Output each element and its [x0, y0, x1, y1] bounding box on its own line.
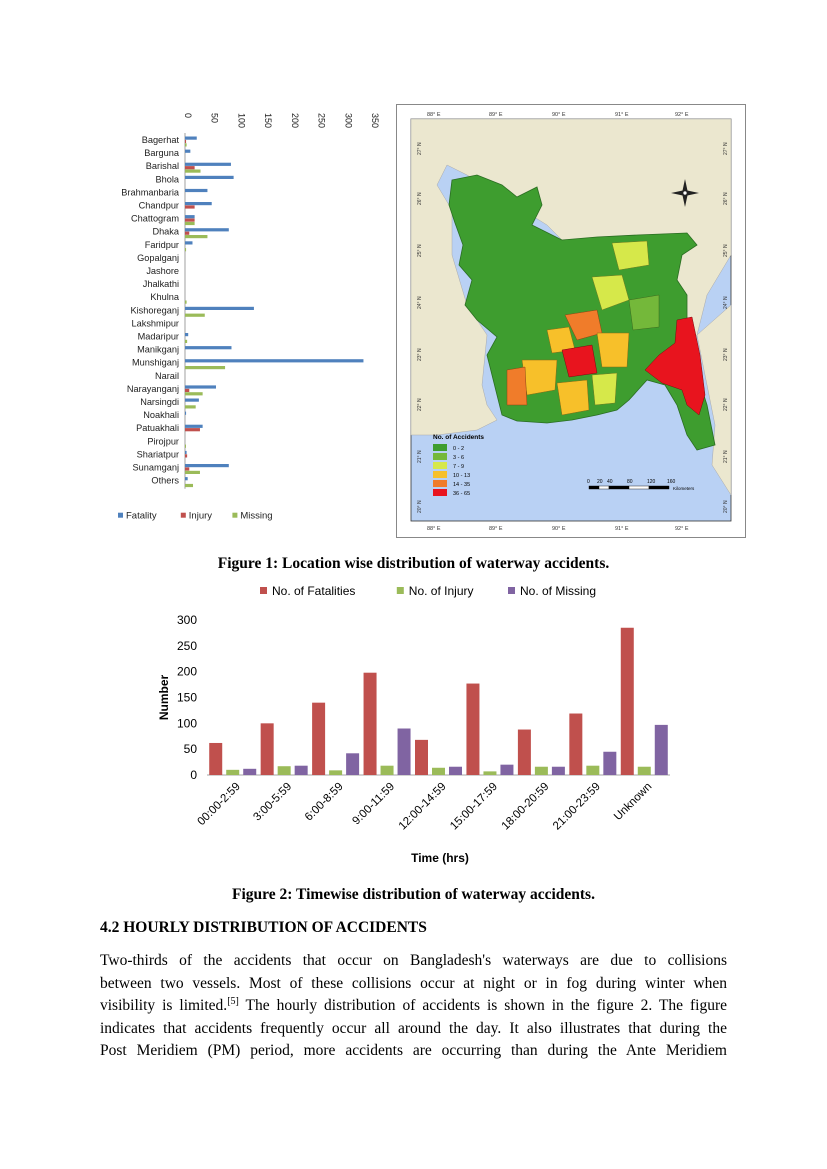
x-tick-label: 100: [236, 113, 247, 129]
y-tick-label: 50: [183, 742, 197, 757]
bar-missing: [185, 235, 207, 238]
category-label: Barishal: [145, 161, 179, 172]
bar-no-of-fatalities: [209, 743, 222, 775]
longitude-label: 91° E: [615, 112, 629, 118]
map-legend-swatch: [433, 480, 447, 487]
paragraph-line: Post Meridiem (PM) period, more accidents are occurring than during the Ante Meridiem: [100, 1042, 727, 1060]
y-tick-label: 0: [190, 768, 197, 782]
x-tick-label: 50: [209, 113, 220, 124]
bar-missing: [185, 314, 205, 317]
district-amber-d: [557, 380, 589, 415]
category-label: Munshiganj: [132, 357, 179, 368]
paragraph-line: indicates that accidents frequently occur all around the day. It also illustrates that during the: [100, 1019, 727, 1037]
legend-swatch: [232, 513, 237, 518]
longitude-label: 88° E: [427, 112, 441, 118]
district-yellow-south: [592, 373, 617, 405]
bar-fatality: [185, 137, 197, 140]
bar-fatality: [185, 150, 190, 153]
location-bar-chart: [100, 95, 390, 545]
x-tick-label: 12:00-14:59: [396, 780, 449, 833]
bar-fatality: [185, 346, 231, 349]
bar-missing: [185, 366, 225, 369]
legend-swatch: [118, 513, 123, 518]
bar-no-of-injury: [638, 767, 651, 775]
category-label: Narsingdi: [140, 397, 179, 407]
latitude-label: 25° N: [723, 244, 729, 257]
legend-swatch: [181, 513, 186, 518]
latitude-label: 24° N: [723, 296, 729, 309]
figure-2-caption: Figure 2: Timewise distribution of waterway accidents.: [232, 886, 595, 903]
category-label: Noakhali: [143, 410, 179, 421]
paragraph-line: [100, 995, 727, 1018]
x-tick-label: 6:00-8:59: [302, 780, 346, 824]
paragraph-text: visibility is limited.: [100, 997, 228, 1015]
bar-fatality: [185, 307, 254, 310]
bar-fatality: [185, 464, 229, 467]
longitude-label: 91° E: [615, 526, 629, 532]
bar-fatality: [185, 241, 192, 244]
bar-no-of-injury: [483, 771, 496, 775]
bar-no-of-fatalities: [518, 730, 531, 775]
bar-no-of-injury: [535, 767, 548, 775]
latitude-label: 23° N: [723, 348, 729, 361]
map-legend-label: 10 - 13: [453, 473, 471, 479]
legend-label: Missing: [240, 510, 273, 522]
section-heading: 4.2 HOURLY DISTRIBUTION OF ACCIDENTS: [100, 919, 427, 936]
y-tick-label: 100: [176, 716, 197, 731]
figure-1-caption: Figure 1: Location wise distribution of waterway accidents.: [217, 555, 610, 572]
category-label: Shariatpur: [136, 449, 179, 460]
bar-fatality: [185, 202, 212, 205]
scale-segment: [649, 486, 669, 489]
bar-no-of-fatalities: [364, 673, 377, 775]
bar-no-of-missing: [346, 753, 359, 775]
latitude-label: 20° N: [723, 500, 729, 513]
bar-injury: [185, 140, 186, 143]
longitude-label: 89° E: [489, 526, 503, 532]
bar-no-of-fatalities: [415, 740, 428, 775]
scale-unit-label: Kilometers: [673, 486, 695, 491]
bar-injury: [185, 428, 200, 431]
bar-fatality: [185, 359, 363, 362]
longitude-label: 92° E: [675, 526, 689, 532]
bar-injury: [185, 205, 195, 208]
latitude-label: 26° N: [417, 192, 423, 205]
bar-no-of-missing: [552, 767, 565, 775]
longitude-label: 90° E: [552, 112, 566, 118]
bar-no-of-fatalities: [261, 723, 274, 775]
map-legend-swatch: [433, 471, 447, 478]
longitude-label: 92° E: [675, 112, 689, 118]
category-label: Gopalganj: [137, 252, 179, 263]
bar-missing: [185, 392, 203, 395]
bar-fatality: [185, 385, 216, 388]
paragraph-line: between two vessels. Most of these collisions occur at night or in fog during winter when: [100, 974, 727, 992]
legend-swatch: [260, 587, 267, 594]
category-label: Narail: [155, 370, 179, 381]
district-amber-c: [522, 360, 557, 395]
scale-segment: [599, 486, 609, 489]
bar-no-of-missing: [655, 725, 668, 775]
bar-fatality: [185, 477, 188, 480]
scale-segment: [629, 486, 649, 489]
y-tick-label: 150: [176, 690, 197, 705]
bar-no-of-fatalities: [621, 628, 634, 775]
map-legend-swatch: [433, 489, 447, 496]
category-label: Bagerhat: [141, 135, 179, 145]
bar-injury: [185, 467, 189, 470]
scale-tick-label: 120: [647, 479, 656, 485]
bar-no-of-fatalities: [466, 684, 479, 775]
map-legend-label: 14 - 35: [453, 482, 471, 488]
map-legend-swatch: [433, 462, 447, 469]
bar-missing: [185, 340, 187, 343]
y-axis-label: Number: [157, 674, 171, 721]
category-label: Barguna: [144, 148, 179, 159]
x-axis-label: Time (hrs): [411, 851, 469, 865]
bar-injury: [185, 389, 189, 392]
longitude-label: 88° E: [427, 526, 441, 532]
bar-missing: [185, 222, 195, 225]
paragraph-text: The hourly distribution of accidents is shown in the figure 2. The figure: [238, 997, 728, 1015]
bar-no-of-missing: [295, 766, 308, 775]
legend-label: No. of Injury: [408, 584, 474, 598]
bar-fatality: [185, 333, 188, 336]
category-label: Pirojpur: [147, 436, 179, 447]
district-light-green: [629, 295, 659, 330]
x-tick-label: 21:00-23:59: [551, 780, 603, 833]
latitude-label: 26° N: [723, 192, 729, 205]
legend-swatch: [508, 587, 515, 594]
category-label: Kishoreganj: [130, 305, 179, 316]
bar-fatality: [185, 425, 203, 428]
latitude-label: 20° N: [417, 500, 423, 513]
latitude-label: 27° N: [723, 142, 729, 155]
scale-tick-label: 40: [607, 479, 613, 485]
legend-label: No. of Missing: [520, 584, 597, 598]
latitude-label: 25° N: [417, 244, 423, 257]
latitude-label: 22° N: [723, 398, 729, 411]
category-label: Bhola: [155, 174, 179, 185]
bar-no-of-missing: [398, 729, 411, 776]
bar-fatality: [185, 399, 199, 402]
body-paragraph: [100, 950, 727, 1063]
latitude-label: 27° N: [417, 142, 423, 155]
bar-no-of-fatalities: [312, 703, 325, 775]
legend-swatch: [397, 587, 404, 594]
bar-missing: [185, 405, 196, 408]
bar-fatality: [185, 412, 186, 415]
map-legend-label: 7 - 9: [453, 464, 465, 470]
category-label: Patuakhali: [136, 423, 179, 434]
scale-tick-label: 160: [667, 479, 676, 485]
category-label: Madaripur: [137, 331, 179, 342]
district-amber-b: [597, 333, 629, 367]
category-label: Chandpur: [138, 200, 179, 211]
citation-reference[interactable]: [5]: [227, 996, 239, 1008]
map-legend-swatch: [433, 444, 447, 451]
bar-injury: [185, 232, 189, 235]
paragraph-line: Two-thirds of the accidents that occur on Bangladesh's waterways are due to collisions: [100, 952, 727, 969]
bar-no-of-injury: [278, 766, 291, 775]
bar-fatality: [185, 163, 231, 166]
x-tick-label: 200: [289, 113, 300, 129]
x-tick-label: Unknown: [612, 780, 655, 824]
x-tick-label: 150: [263, 113, 274, 129]
x-tick-label: 250: [316, 113, 327, 129]
bar-missing: [185, 170, 200, 173]
bar-missing: [185, 143, 187, 146]
scale-tick-label: 20: [597, 479, 603, 485]
bangladesh-accident-map: [397, 105, 745, 537]
bar-no-of-injury: [586, 766, 599, 775]
scale-tick-label: 0: [587, 479, 590, 485]
y-tick-label: 200: [176, 664, 197, 679]
bar-missing: [185, 471, 200, 474]
category-label: Khulna: [150, 292, 179, 303]
scale-segment: [589, 486, 599, 489]
category-label: Chattogram: [130, 213, 179, 224]
bar-no-of-missing: [243, 769, 256, 775]
bar-no-of-injury: [432, 768, 445, 775]
latitude-label: 23° N: [417, 348, 423, 361]
bar-no-of-missing: [603, 752, 616, 775]
latitude-label: 22° N: [417, 398, 423, 411]
category-label: Jashore: [146, 266, 179, 276]
category-label: Sunamganj: [132, 462, 179, 473]
x-tick-label: 350: [370, 113, 380, 129]
bar-fatality: [185, 451, 187, 454]
category-label: Others: [151, 475, 179, 486]
map-legend-label: 0 - 2: [453, 446, 465, 452]
category-label: Faridpur: [144, 239, 179, 250]
map-panel: [396, 104, 746, 538]
legend-label: Fatality: [126, 510, 157, 522]
bar-no-of-injury: [381, 766, 394, 775]
bar-missing: [185, 301, 187, 304]
y-tick-label: 250: [176, 638, 197, 653]
category-label: Manikganj: [137, 344, 179, 355]
category-label: Dhaka: [152, 226, 179, 237]
x-tick-label: 300: [343, 113, 354, 129]
district-orange-west: [507, 367, 527, 405]
bar-fatality: [185, 176, 234, 179]
bar-missing: [185, 248, 186, 251]
bar-fatality: [185, 215, 195, 218]
bar-fatality: [185, 189, 207, 192]
category-label: Jhalkathi: [142, 279, 179, 290]
x-tick-label: 0: [183, 113, 193, 119]
scale-tick-label: 80: [627, 479, 633, 485]
bar-injury: [185, 219, 195, 222]
latitude-label: 21° N: [723, 450, 729, 463]
x-tick-label: 9:00-11:59: [350, 780, 398, 828]
bar-no-of-injury: [329, 770, 342, 775]
legend-label: No. of Fatalities: [272, 584, 356, 598]
map-legend-label: 36 - 65: [453, 491, 471, 497]
longitude-label: 89° E: [489, 112, 503, 118]
time-bar-chart: [150, 578, 670, 878]
map-legend-swatch: [433, 453, 447, 460]
bar-injury: [185, 454, 187, 457]
bar-no-of-injury: [226, 770, 239, 775]
map-legend-label: 3 - 6: [453, 455, 465, 461]
category-label: Brahmanbaria: [121, 187, 179, 198]
map-legend-title: No. of Accidents: [433, 434, 485, 441]
bar-no-of-missing: [449, 767, 462, 775]
bar-missing: [185, 484, 193, 487]
x-tick-label: 18:00-20:59: [499, 780, 552, 833]
bar-missing: [185, 445, 186, 448]
category-label: Narayanganj: [126, 383, 179, 394]
longitude-label: 90° E: [552, 526, 566, 532]
bar-no-of-fatalities: [569, 714, 582, 775]
scale-segment: [609, 486, 629, 489]
bar-no-of-missing: [500, 765, 513, 775]
latitude-label: 24° N: [417, 296, 423, 309]
legend-label: Injury: [188, 510, 213, 522]
x-tick-label: 3:00-5:59: [251, 780, 295, 824]
y-tick-label: 300: [176, 613, 197, 627]
x-tick-label: 15:00-17:59: [448, 780, 501, 833]
bar-injury: [185, 166, 195, 169]
bar-fatality: [185, 228, 229, 231]
x-tick-label: 00:00-2:59: [195, 780, 243, 829]
latitude-label: 21° N: [417, 450, 423, 463]
category-label: Lakshmipur: [131, 318, 179, 329]
